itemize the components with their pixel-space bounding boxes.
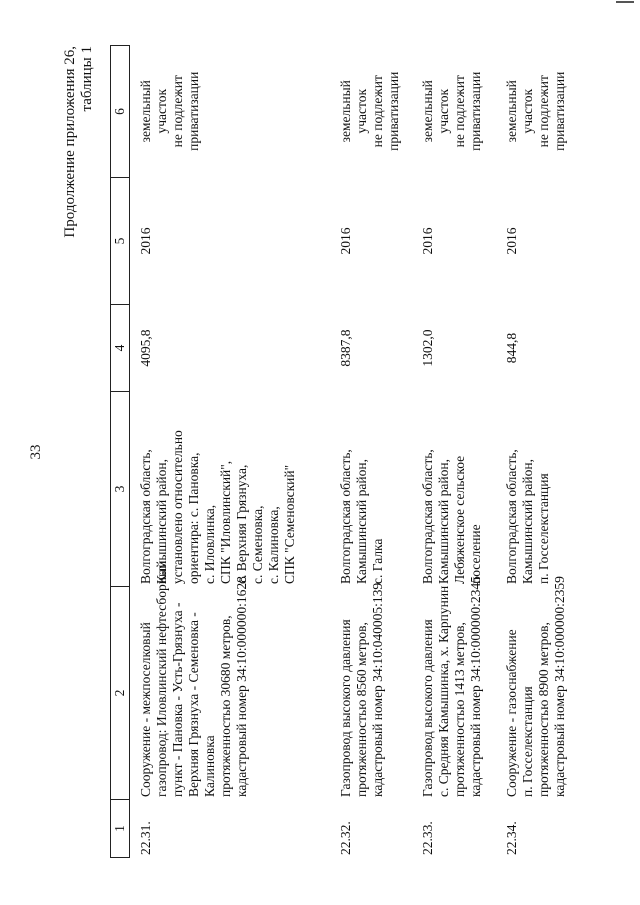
year-value: 2016 [138,227,153,255]
object-address [496,392,580,587]
address-line: Волгоградская область, [504,449,519,584]
object-name-line: протяженностью 1413 метров, [452,622,467,797]
note-line: приватизации [468,71,483,151]
note-line: участок [354,88,369,134]
address-line: с. Галка [370,538,385,584]
privatization-note [412,46,496,178]
address-line: поселение [468,524,483,584]
header-col-5: 5 [111,178,130,305]
object-address [130,392,331,587]
note-line: приватизации [386,71,401,151]
object-name-line: пункт - Пановка - Усть-Грязнуха - [170,602,185,797]
address-line: СПК "Семеновский" [282,464,297,584]
area-value: 1302,0 [420,329,435,367]
year-value: 2016 [420,227,435,255]
header-col-3: 3 [111,392,130,587]
header-col-2: 2 [111,587,130,800]
continuation-note [62,46,96,238]
address-line: Волгоградская область, [420,449,435,584]
address-line: Лебяженское сельское [452,455,467,584]
object-name-line: кадастровый номер 34:10:040005:139 [370,582,385,797]
object-name-line: Сооружение - межпоселковый [138,622,153,797]
row-number: 22.32. [338,821,353,855]
note-line: не подлежит [452,75,467,148]
year-value: 2016 [504,227,519,255]
address-line: Волгоградская область, [338,449,353,584]
address-line: с. Иловлинка, [202,504,217,584]
object-name-line: кадастровый номер 34:10:000000:2345 [468,576,483,797]
note-line: приватизации [186,71,201,151]
object-name-line: газопровод: Иловлинский нефтесборный [154,560,169,797]
address-line: СПК "Иловлинский", [218,460,233,584]
object-name [130,560,331,800]
object-address [412,392,496,587]
address-line: с. Семеновка, [250,505,265,584]
note-line: участок [436,88,451,134]
privatization-note [496,46,580,178]
privatization-note [130,46,331,178]
address-line: Камышинский район, [354,459,369,584]
header-col-4: 4 [111,305,130,392]
row-number: 22.34. [504,821,519,855]
year-value: 2016 [338,227,353,255]
note-line: приватизации [552,71,567,151]
address-line: Камышинский район, [154,459,169,584]
address-line: с. Верхняя Грязнуха, [234,464,249,584]
continuation-line-1: Продолжение приложения 26, [62,46,78,238]
object-name-line: Газопровод высокого давления [420,619,435,797]
object-name-line: Сооружение - газоснабжение [504,629,519,797]
object-name [412,576,496,800]
header-col-1: 1 [111,800,130,858]
note-line: земельный [138,80,153,143]
object-name [330,582,412,800]
area-value: 8387,8 [338,329,353,367]
table-row [130,46,331,858]
note-line: земельный [504,80,519,143]
object-name-line: кадастровый номер 34:10:000000:2359 [552,576,567,797]
area-value: 4095,8 [138,329,153,367]
property-table [110,45,580,858]
object-name-line: протяженностью 30680 метров, [218,615,233,797]
area-value: 844,8 [504,332,519,364]
note-line: участок [154,88,169,134]
address-line: Камышинский район, [520,459,535,584]
address-line: Волгоградская область, [138,449,153,584]
object-name-line: протяженностью 8560 метров, [354,622,369,797]
note-line: земельный [420,80,435,143]
note-line: не подлежит [370,75,385,148]
note-line: не подлежит [536,75,551,148]
object-name-line: с. Средняя Камышинка, х. Карпунин [436,585,451,797]
note-line: земельный [338,80,353,143]
object-name-line: протяженностью 8900 метров, [536,622,551,797]
page-edge-mark [616,1,634,3]
object-name-line: п. Госселекстанция [520,686,535,797]
object-name [496,576,580,800]
object-name-line: Газопровод высокого давления [338,619,353,797]
header-col-6: 6 [111,46,130,178]
address-line: п. Госселекстанция [536,473,551,584]
address-line: установлено относительно [170,430,185,584]
object-name-line: Верхняя Грязнуха - Семеновка - [186,612,201,797]
table-row [496,46,580,858]
object-name-line: Калиновка [202,735,217,797]
row-number: 22.33. [420,821,435,855]
page-number: 33 [28,444,44,460]
address-line: ориентира: с. Пановка, [186,452,201,584]
address-line: Камышинский район, [436,459,451,584]
object-name-line: кадастровый номер 34:10:000000:1628 [234,576,249,797]
table-row [412,46,496,858]
object-address [330,392,412,587]
row-number: 22.31. [138,821,153,855]
header-row [111,46,130,858]
table-row [330,46,412,858]
privatization-note [330,46,412,178]
rotated-page [22,32,618,872]
note-line: участок [520,88,535,134]
address-line: с. Калиновка, [266,506,281,584]
continuation-line-2: таблицы 1 [79,46,95,112]
note-line: не подлежит [170,75,185,148]
